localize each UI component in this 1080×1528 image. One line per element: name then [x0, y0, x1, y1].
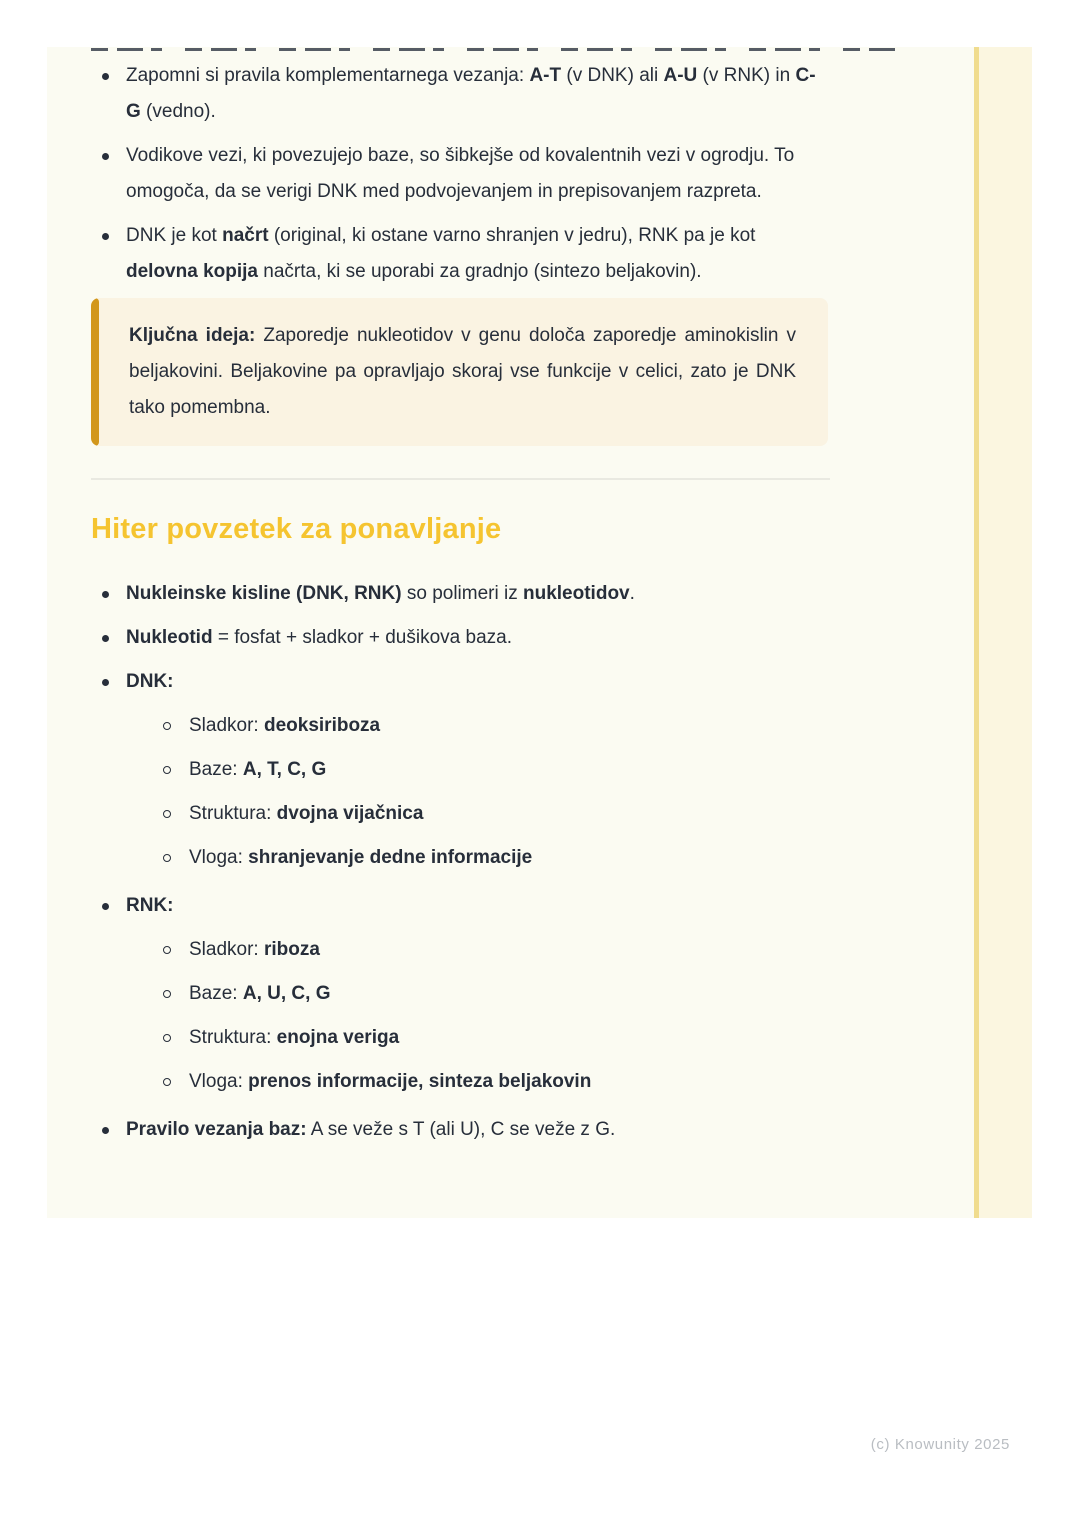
bullet-text [126, 1112, 828, 1148]
sub-bullet-item [154, 976, 828, 1012]
text-run: (v RNK) in [697, 65, 796, 86]
text-run: Vodikove vezi, ki povezujejo baze, so šibkejše od kovalentnih vezi v ogrodju. To omogoča, da se verigi DNK med podvojevanjem in prepisovanjem razpreta. [126, 145, 795, 202]
text-run: Zaporedje nukleotidov v genu določa zaporedje aminokislin v beljakovini. Beljakovine pa opravljajo skoraj vse funkcije v celici, zato je DNK tako pomembna. [129, 325, 796, 418]
sub-bullet-item [154, 752, 828, 788]
bullet-text [189, 1064, 828, 1100]
text-run: (v DNK) ali [561, 65, 664, 86]
bold-text: A-T [529, 65, 562, 86]
bold-text: deoksiriboza [263, 715, 381, 736]
text-run: Struktura: [189, 1027, 277, 1048]
intro-bullet-list [91, 58, 828, 290]
clipped-text-remnant [91, 47, 903, 52]
bullet-item [91, 664, 828, 876]
text-run: Sladkor: [189, 939, 264, 960]
text-run: A se veže s T (ali U), C se veže z G. [306, 1119, 616, 1140]
bold-text: DNK: [126, 671, 174, 692]
bullet-text [189, 976, 828, 1012]
text-run: načrta, ki se uporabi za gradnjo (sintezo beljakovin). [257, 261, 702, 282]
bullet-text [126, 576, 828, 612]
text-run: . [629, 583, 635, 604]
sub-bullet-item [154, 932, 828, 968]
bullet-text [189, 1020, 828, 1056]
bold-text: A, U, C, G [242, 983, 331, 1004]
bullet-item [91, 1112, 828, 1148]
bold-text: Nukleotid [126, 627, 213, 648]
bullet-item [91, 888, 828, 1100]
bold-text: prenos informacije, sinteza beljakovin [248, 1071, 592, 1092]
sub-bullet-item [154, 840, 828, 876]
text-run: Baze: [189, 759, 243, 780]
bullet-text [189, 840, 828, 876]
text-run: Zapomni si pravila komplementarnega vezanja: [126, 65, 530, 86]
bullet-text [126, 664, 828, 700]
bold-text: načrt [222, 225, 269, 246]
sub-bullet-list [126, 932, 828, 1100]
bold-text: RNK: [126, 895, 174, 916]
bullet-text [126, 620, 828, 656]
bullet-text [126, 138, 828, 210]
bold-text: riboza [263, 939, 320, 960]
text-run: Vloga: [189, 1071, 249, 1092]
document-page [47, 47, 1032, 1218]
sub-bullet-item [154, 796, 828, 832]
text-run: (original, ki ostane varno shranjen v jedru), RNK pa je kot [268, 225, 756, 246]
copyright-footer: (c) Knowunity 2025 [870, 1436, 1010, 1453]
section-divider [91, 478, 830, 480]
bullet-text [126, 888, 828, 924]
bold-text: shranjevanje dedne informacije [248, 847, 533, 868]
callout-text [99, 298, 828, 446]
bold-text: Ključna ideja: [129, 325, 264, 346]
text-run: Struktura: [189, 803, 277, 824]
bold-text: Nukleinske kisline (DNK, RNK) [126, 583, 402, 604]
text-run: Vloga: [189, 847, 249, 868]
bold-text: dvojna vijačnica [276, 803, 424, 824]
bullet-item [91, 58, 828, 130]
text-run: (vedno). [140, 101, 216, 122]
text-run: so polimeri iz [401, 583, 523, 604]
bold-text: A, T, C, G [242, 759, 327, 780]
bullet-text [189, 752, 828, 788]
summary-heading: Hiter povzetek za ponavljanje [91, 513, 502, 545]
bullet-item [91, 620, 828, 656]
bold-text: nukleotidov [523, 583, 630, 604]
callout-accent-bar [91, 298, 99, 446]
bold-text: C-G [126, 65, 816, 122]
sub-bullet-item [154, 708, 828, 744]
bullet-text [189, 796, 828, 832]
bold-text: Pravilo vezanja baz: [126, 1119, 307, 1140]
bold-text: A-U [663, 65, 698, 86]
key-idea-callout [91, 298, 828, 446]
sub-bullet-item [154, 1064, 828, 1100]
text-run: = fosfat + sladkor + dušikova baza. [212, 627, 512, 648]
sub-bullet-item [154, 1020, 828, 1056]
bullet-text [126, 58, 828, 130]
bullet-text [189, 932, 828, 968]
bold-text: enojna veriga [276, 1027, 400, 1048]
bullet-item [91, 138, 828, 210]
right-accent-band [979, 47, 1032, 1218]
bullet-text [189, 708, 828, 744]
bullet-item [91, 576, 828, 612]
sub-bullet-list [126, 708, 828, 876]
bullet-item [91, 218, 828, 290]
bullet-text [126, 218, 828, 290]
bold-text: delovna kopija [126, 261, 258, 282]
text-run: Baze: [189, 983, 243, 1004]
text-run: Sladkor: [189, 715, 264, 736]
text-run: DNK je kot [126, 225, 223, 246]
page-content [47, 47, 872, 1148]
right-accent-line [974, 47, 979, 1218]
summary-bullet-list [91, 576, 828, 1148]
